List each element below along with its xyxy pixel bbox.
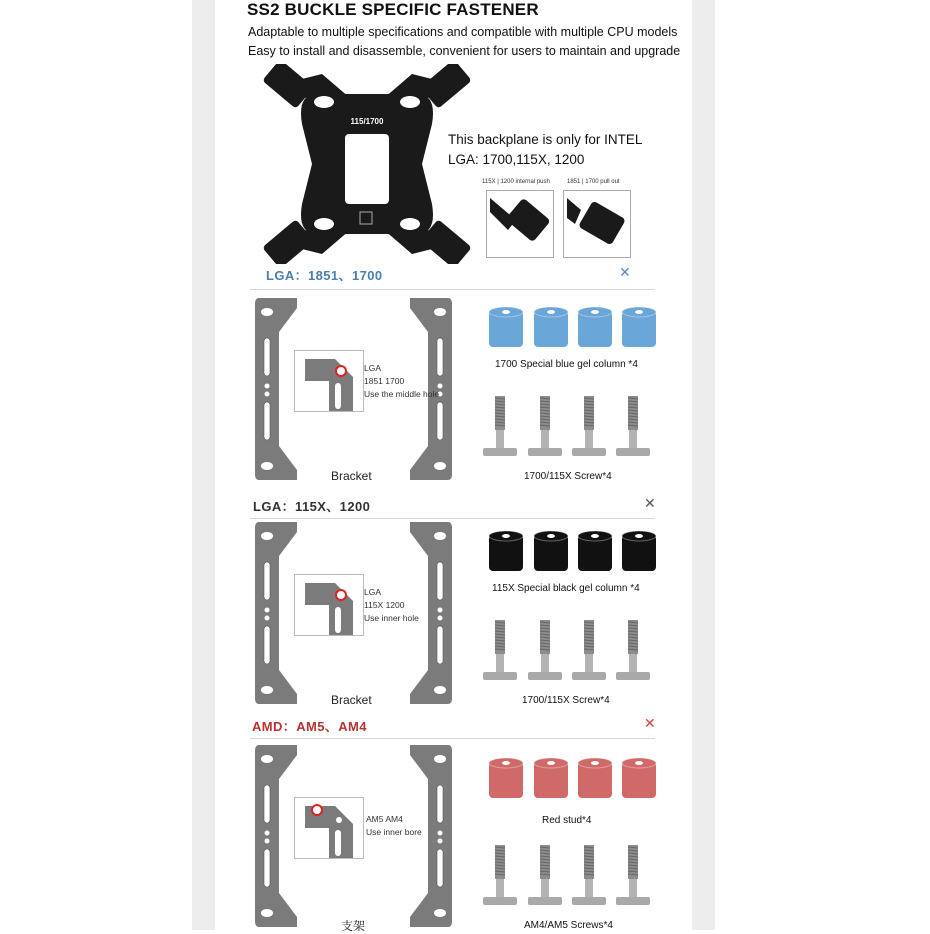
- screw-caption: 1700/115X Screw*4: [524, 471, 612, 482]
- hole-note-line: LGA: [364, 587, 382, 597]
- backplane-info-line-2: LGA: 1700,115X, 1200: [448, 152, 585, 167]
- screw: [615, 394, 651, 458]
- divider: [250, 289, 655, 290]
- hole-note-line: Use the middle hole: [364, 389, 440, 399]
- screw: [527, 843, 563, 907]
- hole-note-line: LGA: [364, 363, 382, 373]
- hole-detail-inset: [294, 574, 364, 636]
- gel-caption: 115X Special black gel column *4: [492, 583, 640, 594]
- backplane-info-line-1: This backplane is only for INTEL: [448, 132, 643, 147]
- hole-note-line: AM5 AM4: [366, 814, 403, 824]
- screw: [615, 843, 651, 907]
- screw-caption: 1700/115X Screw*4: [522, 695, 610, 706]
- description-line-1: Adaptable to multiple specifications and compatible with multiple CPU models: [248, 25, 678, 39]
- screw: [615, 618, 651, 682]
- bracket-hole-icon: [295, 351, 363, 411]
- description-line-2: Easy to install and disassemble, convenient for users to maintain and upgrade: [248, 44, 681, 58]
- screw-caption: AM4/AM5 Screws*4: [524, 920, 613, 931]
- gel-column: [488, 306, 524, 350]
- screw: [571, 843, 607, 907]
- section-2-heading: LGA：115X、1200: [253, 499, 371, 514]
- hole-note: [366, 813, 422, 839]
- bracket-caption: Bracket: [331, 469, 372, 483]
- bracket-hole-icon: [295, 798, 363, 858]
- pull-diagram: [563, 190, 631, 258]
- gel-column: [488, 757, 524, 801]
- bracket-caption: Bracket: [331, 693, 372, 707]
- divider: [250, 738, 655, 739]
- gel-column: [577, 530, 613, 574]
- screw: [571, 618, 607, 682]
- hole-note-line: 115X 1200: [364, 600, 405, 610]
- bracket-caption: 支架: [341, 919, 366, 933]
- section-1-close-icon[interactable]: ✕: [619, 264, 631, 280]
- screw: [482, 843, 518, 907]
- backplate-image: [262, 64, 472, 264]
- section-2-close-icon[interactable]: ✕: [644, 495, 656, 511]
- screw: [482, 394, 518, 458]
- right-margin: [692, 0, 715, 930]
- gel-column: [621, 306, 657, 350]
- gel-column: [621, 530, 657, 574]
- gel-caption: 1700 Special blue gel column *4: [495, 359, 638, 370]
- push-diagram: [486, 190, 554, 258]
- gel-column: [533, 530, 569, 574]
- hole-note-line: 1851 1700: [364, 376, 405, 386]
- left-margin: [192, 0, 215, 930]
- bracket-hole-icon: [295, 575, 363, 635]
- pull-caption: 1851 | 1700 pull out: [567, 179, 620, 185]
- section-3-close-icon[interactable]: ✕: [644, 715, 656, 731]
- hole-note-line: Use inner bore: [366, 827, 422, 837]
- backplate-label: 115/1700: [350, 117, 384, 126]
- page-title: SS2 BUCKLE SPECIFIC FASTENER: [247, 0, 539, 19]
- gel-column: [533, 757, 569, 801]
- gel-column: [533, 306, 569, 350]
- screw: [527, 618, 563, 682]
- gel-column: [621, 757, 657, 801]
- hole-note: [364, 586, 419, 625]
- hole-note: [364, 362, 439, 401]
- section-3-heading: AMD：AM5、AM4: [252, 719, 367, 734]
- hole-detail-inset: [294, 797, 364, 859]
- divider: [250, 518, 655, 519]
- screw: [571, 394, 607, 458]
- push-caption: 115X | 1200 internal push: [482, 179, 550, 185]
- gel-column: [488, 530, 524, 574]
- gel-column: [577, 757, 613, 801]
- screw: [482, 618, 518, 682]
- gel-column: [577, 306, 613, 350]
- hole-note-line: Use inner hole: [364, 613, 419, 623]
- screw: [527, 394, 563, 458]
- gel-caption: Red stud*4: [542, 815, 592, 826]
- section-1-heading: LGA：1851、1700: [266, 268, 383, 283]
- hole-detail-inset: [294, 350, 364, 412]
